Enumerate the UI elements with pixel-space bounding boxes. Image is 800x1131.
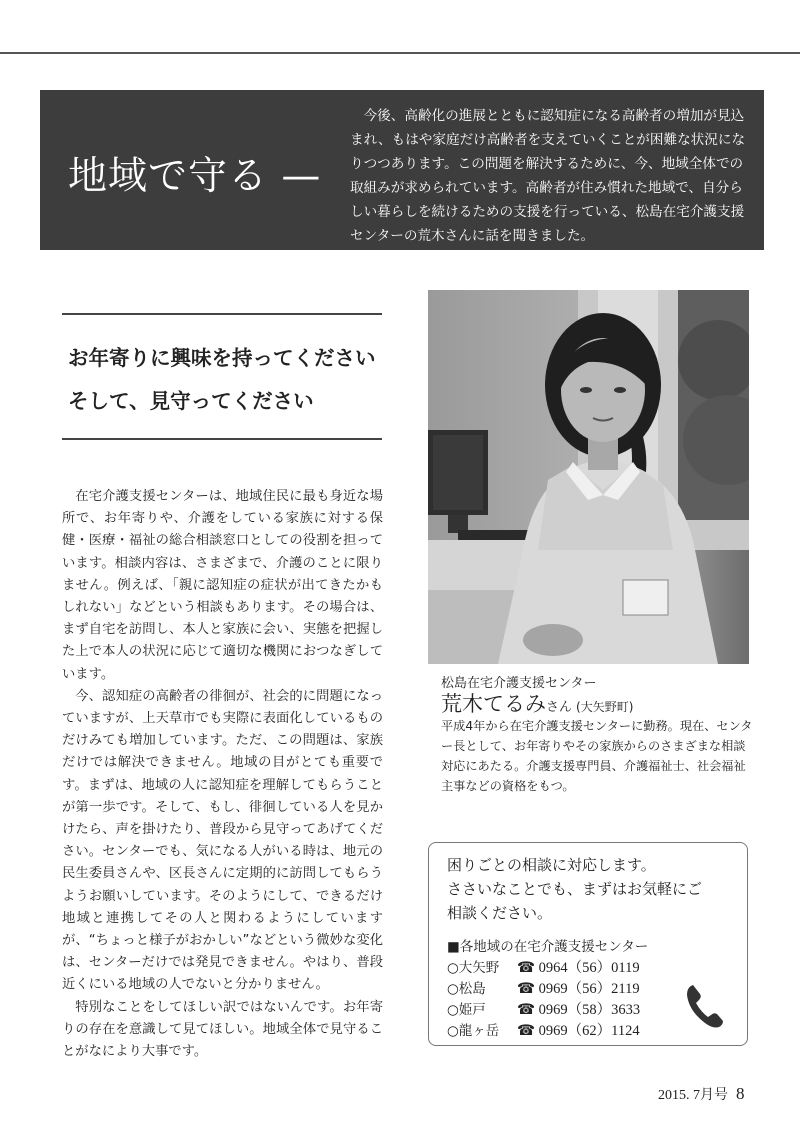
center-row (447, 998, 640, 1019)
portrait-illustration (428, 290, 749, 664)
headline-top-rule (62, 313, 382, 315)
profile-area: (大矢野町) (576, 700, 634, 714)
center-phone: ☎ 0964（56）0119 (517, 960, 640, 976)
consultation-intro-line: 困りごとの相談に対応します。 (447, 856, 656, 874)
consultation-box (428, 842, 748, 1046)
center-row (447, 977, 640, 998)
portrait-photo (428, 290, 749, 664)
center-place: ○松島 (447, 981, 486, 997)
center-phone: ☎ 0969（62）1124 (517, 1023, 640, 1039)
article-body (62, 486, 383, 1063)
profile-honorific: さん (546, 700, 573, 715)
center-place: ○姫戸 (447, 1002, 486, 1018)
banner-lead (350, 104, 750, 248)
consultation-intro (447, 853, 737, 925)
center-phone: ☎ 0969（56）2119 (517, 981, 640, 997)
banner-title: 地域で守る — (68, 154, 322, 199)
banner (40, 90, 764, 250)
headline-line1: お年寄りに興味を持ってください (68, 346, 376, 370)
top-rule (0, 52, 800, 54)
issue-label: 2015. 7月号 (658, 1088, 728, 1103)
headline-bottom-rule (62, 438, 382, 440)
center-phone: ☎ 0969（58）3633 (517, 1002, 641, 1018)
profile-organization: 松島在宅介護支援センター (441, 676, 597, 691)
headline-line2: そして、見守ってください (68, 389, 314, 413)
center-row (447, 1019, 640, 1040)
telephone-handset-icon (683, 981, 727, 1031)
center-list-title: ■各地域の在宅介護支援センター (447, 939, 649, 955)
consultation-intro-line: 相談ください。 (447, 904, 553, 922)
center-place: ○大矢野 (447, 960, 500, 976)
article-paragraph: 今、認知症の高齢者の徘徊が、社会的に問題になっていますが、上天草市でも実際に表面化しているものだけみても増加しています。ただ、この問題は、家族だけでは解決できません。地域の目がとても重要です。まずは、地域の人に認知症を理解してもらうことが第一歩です。そして、もし、徘徊している人を見かけたら、声を掛けたり、普段から見守ってあげてください。センターでも、気になる人がいる時は、地元の民生委員さんや、区長さんに定期的に訪問してもらうようお願いしています。そのようにして、できるだけ地域と連携してその人と関わるようにしていますが、“ちょっと様子がおかしい”などという微妙な変化は、センターだけでは発見できません。やはり、普段近くにいる地域の人でないと分かりません。 (62, 688, 383, 993)
profile-bio: 平成4年から在宅介護支援センターに勤務。現在、センター長として、お年寄りやその家族からのさまざまな相談対応にあたる。介護支援専門員、介護福祉士、社会福祉主事などの資格をもつ。 (441, 719, 753, 793)
banner-lead-text: 今後、高齢化の進展とともに認知症になる高齢者の増加が見込まれ、もはや家庭だけ高齢者を支えていくことが困難な状況になりつつあります。この問題を解決するために、今、地域全体での取組みが求められています。高齢者が住み慣れた地域で、自分らしい暮らしを続けるための支援を行っている、松島在宅介護支援センターの荒木さんに話を聞きました。 (350, 108, 746, 244)
center-row (447, 956, 640, 977)
consultation-intro-line: ささいなことでも、まずはお気軽にご (447, 880, 703, 898)
page-number: 8 (736, 1084, 745, 1103)
page-footer (658, 1084, 745, 1104)
center-place: ○龍ヶ岳 (447, 1023, 500, 1039)
article-paragraph: 在宅介護支援センターは、地域住民に最も身近な場所で、お年寄りや、介護をしている家族に対する保健・医療・福祉の総合相談窓口としての役割を担っています。相談内容は、さまざまで、介護のことに限りません。例えば、「親に認知症の症状が出てきたかもしれない」などという相談もあります。その場合は、まず自宅を訪問し、本人と家族に会い、実態を把握した上で本人の状況に応じて適切な機関におつなぎしています。 (62, 489, 383, 682)
profile-name-line (441, 688, 633, 718)
profile-name: 荒木てるみ (441, 692, 546, 716)
article-paragraph: 特別なことをしてほしい訳ではないんです。お年寄りの存在を意識して見てほしい。地域全体で見守ることがなにより大事です。 (62, 999, 383, 1060)
